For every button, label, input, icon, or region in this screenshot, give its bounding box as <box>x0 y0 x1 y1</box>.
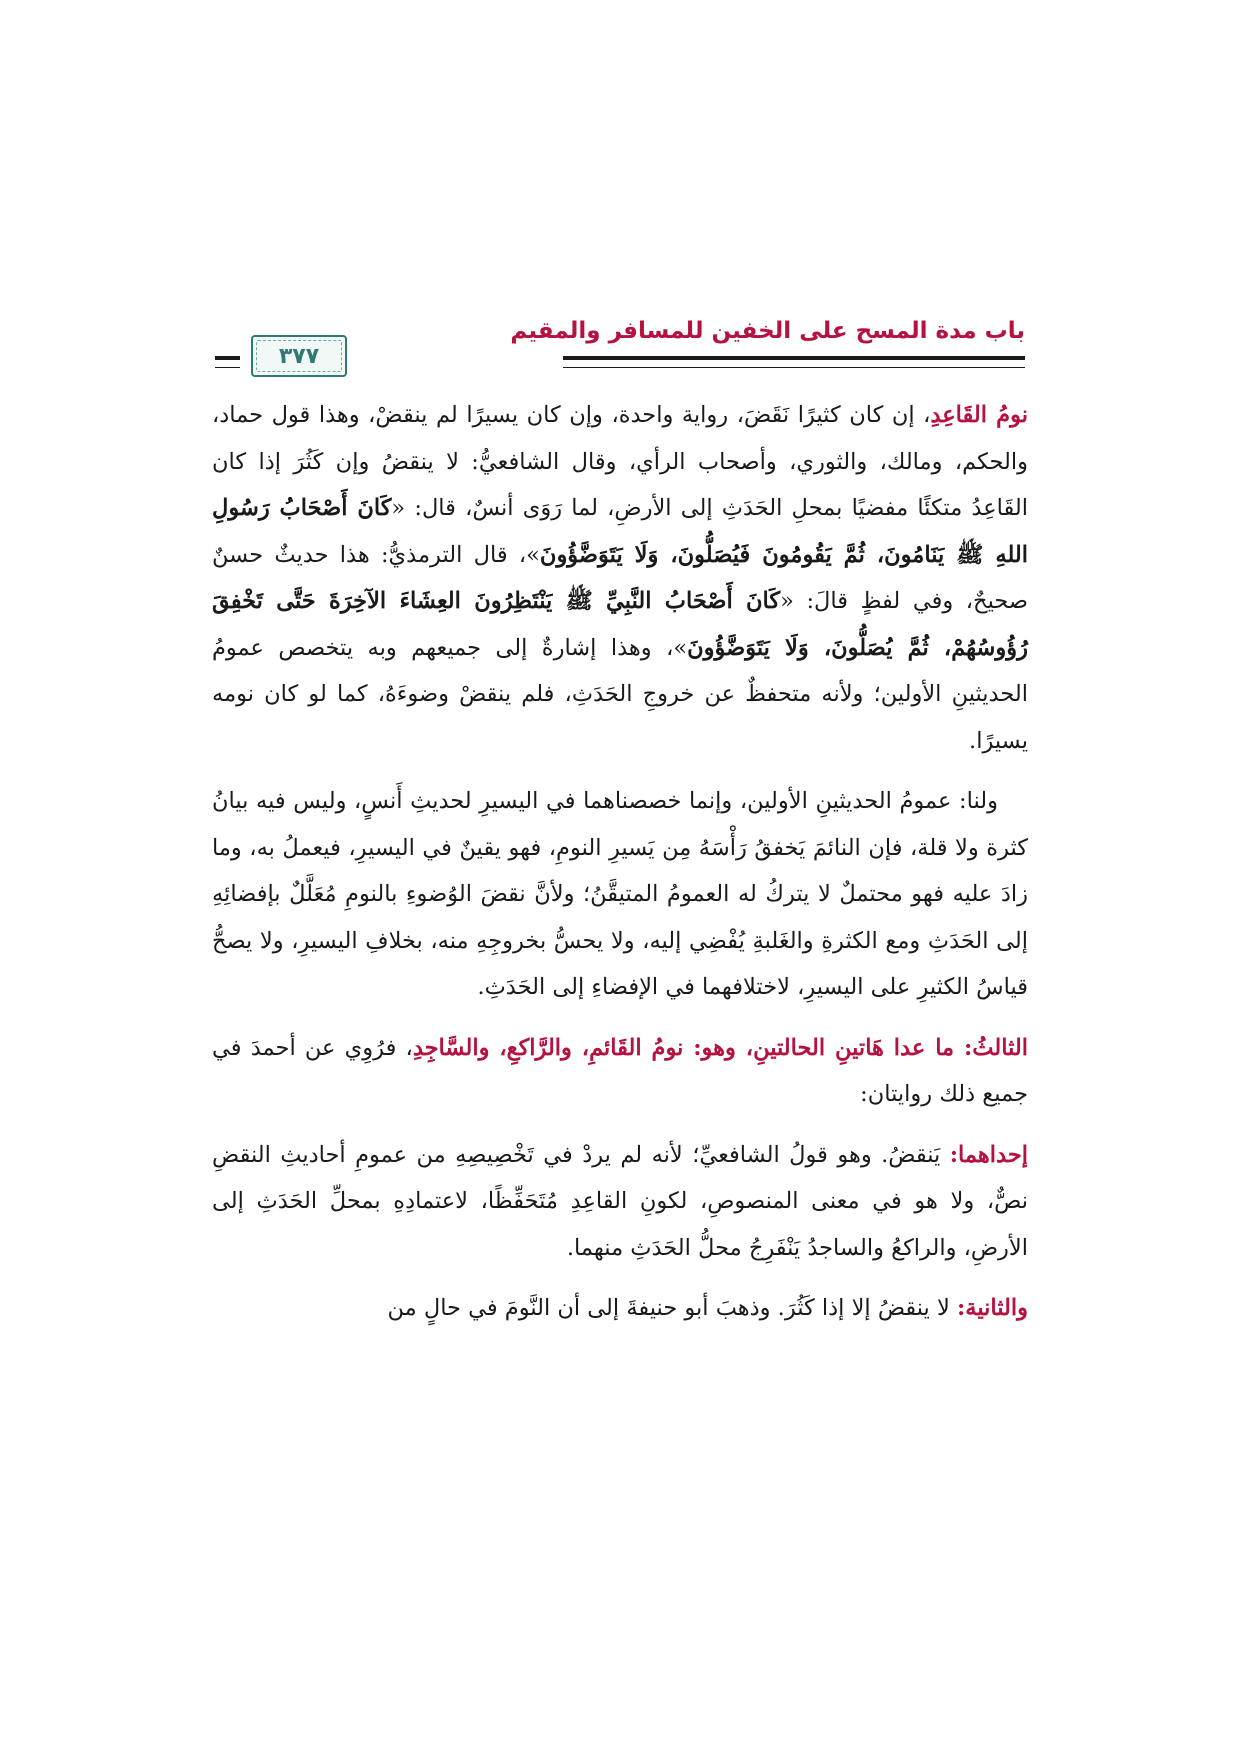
paragraph-2: ولنا: عمومُ الحديثينِ الأولين، وإنما خصصناهما في اليسيرِ لحديثِ أَنسٍ، وليس فيه بيانُ كثرة ولا قلة، فإن النائمَ يَخفقُ رَأْسَهُ مِن يَسيرِ النومِ، فهو يقينٌ في اليسيرِ، فيعملُ به، وما زادَ عليه فهو محتملٌ لا يتركُ له العمومُ المتيقَّنُ؛ ولأنَّ نقضَ الوُضوءِ بالنومِ مُعَلَّلٌ بإفضائِهِ إلى الحَدَثِ ومع الكثرةِ والغَلبةِ يُفْضِي إليه، ولا يحسُّ بخروجِهِ منه، بخلافِ اليسيرِ، ولا يصحُّ قياسُ الكثيرِ على اليسيرِ، لاختلافهما في الإفضاءِ إلى الحَدَثِ. <box>212 788 1028 1000</box>
paragraph-1-text-c: »، وهذا إشارةٌ إلى جميعهم وبه يتخصص عمومُ الحديثينِ الأولين؛ ولأنه متحفظٌ عن خروجِ الحَدَثِ، فلم ينقضْ وضوءَهُ، كما لو كان نومه يسيرًا. <box>212 634 1028 754</box>
running-title: باب مدة المسح على الخفين للمسافر والمقيم <box>510 318 1025 344</box>
page-header <box>215 318 1025 380</box>
paragraph-1-text-a: ، إن كان كثيرًا نَقَضَ، رواية واحدة، وإن كان يسيرًا لم ينقضْ، وهذا قول حماد، والحكم، ومالك، والثوري، وأصحاب الرأي، وقال الشافعيُّ: لا ينقضُ وإن كَثُرَ إذا كان القَاعِدُ متكئًا مفضيًا بمحلِ الحَدَثِ إلى الأرضِ، لما رَوَى أنسٌ، قال: « <box>212 402 1028 521</box>
paragraph-4-text: يَنقضُ. وهو قولُ الشافعيِّ؛ لأنه لم يردْ في تَخْصِيصِهِ من عمومِ أحاديثِ النقضِ نصٌّ، ولا هو في معنى المنصوصِ، لكونِ القاعِدِ مُتَحَفِّظًا، لاعتمادِهِ بمحلِّ الحَدَثِ إلى الأرضِ، والراكعُ والساجدُ يَنْفَرِجُ محلُّ الحَدَثِ منهما. <box>212 1141 1028 1261</box>
label-second-narration: والثانية: <box>956 1295 1028 1321</box>
paragraph-1-text-b: »، قال الترمذيُّ: هذا حديثٌ حسنٌ صحيحٌ، وفي لفظٍ قالَ: « <box>212 541 1028 614</box>
paragraph-5 <box>212 1285 1028 1332</box>
paragraph-1 <box>212 392 1028 764</box>
page-body <box>212 392 1028 1332</box>
paragraph-5-text: لا ينقضُ إلا إذا كَثُرَ. وذهبَ أبو حنيفةَ إلى أن النَّومَ في حالٍ من <box>387 1295 957 1321</box>
page-number: ٣٧٧ <box>278 343 320 369</box>
term-sleep-sitting: نومُ القَاعِدِ <box>930 402 1029 428</box>
header-rule-right <box>563 356 1025 368</box>
header-rule-left <box>215 356 240 368</box>
page-number-badge <box>251 335 347 377</box>
paragraph-3 <box>212 1025 1028 1118</box>
paragraph-4 <box>212 1132 1028 1272</box>
paragraph-3-text: ، فرُوِي عن أحمدَ في جميع ذلك روايتان: <box>212 1034 1028 1107</box>
heading-third-case: الثالثُ: ما عدا هَاتينِ الحالتينِ، وهو: نومُ القَائمِ، والرَّاكعِ، والسَّاجِدِ <box>412 1034 1028 1061</box>
label-first-narration: إحداهما: <box>949 1141 1028 1168</box>
hadith-quote-1: كَانَ أَصْحَابُ رَسُولِ اللهِ ﷺ يَنَامُونَ، ثُمَّ يَقُومُونَ فَيُصَلُّونَ، وَلَا يَتَوَضَّؤُونَ <box>212 495 1028 568</box>
hadith-quote-2: كَانَ أَصْحَابُ النَّبِيِّ ﷺ يَنْتَظِرُونَ العِشَاءَ الآخِرَةَ حَتَّى تَخْفِقَ رُؤُوسُهُمْ، ثُمَّ يُصَلُّونَ، وَلَا يَتَوَضَّؤُونَ <box>212 588 1028 661</box>
